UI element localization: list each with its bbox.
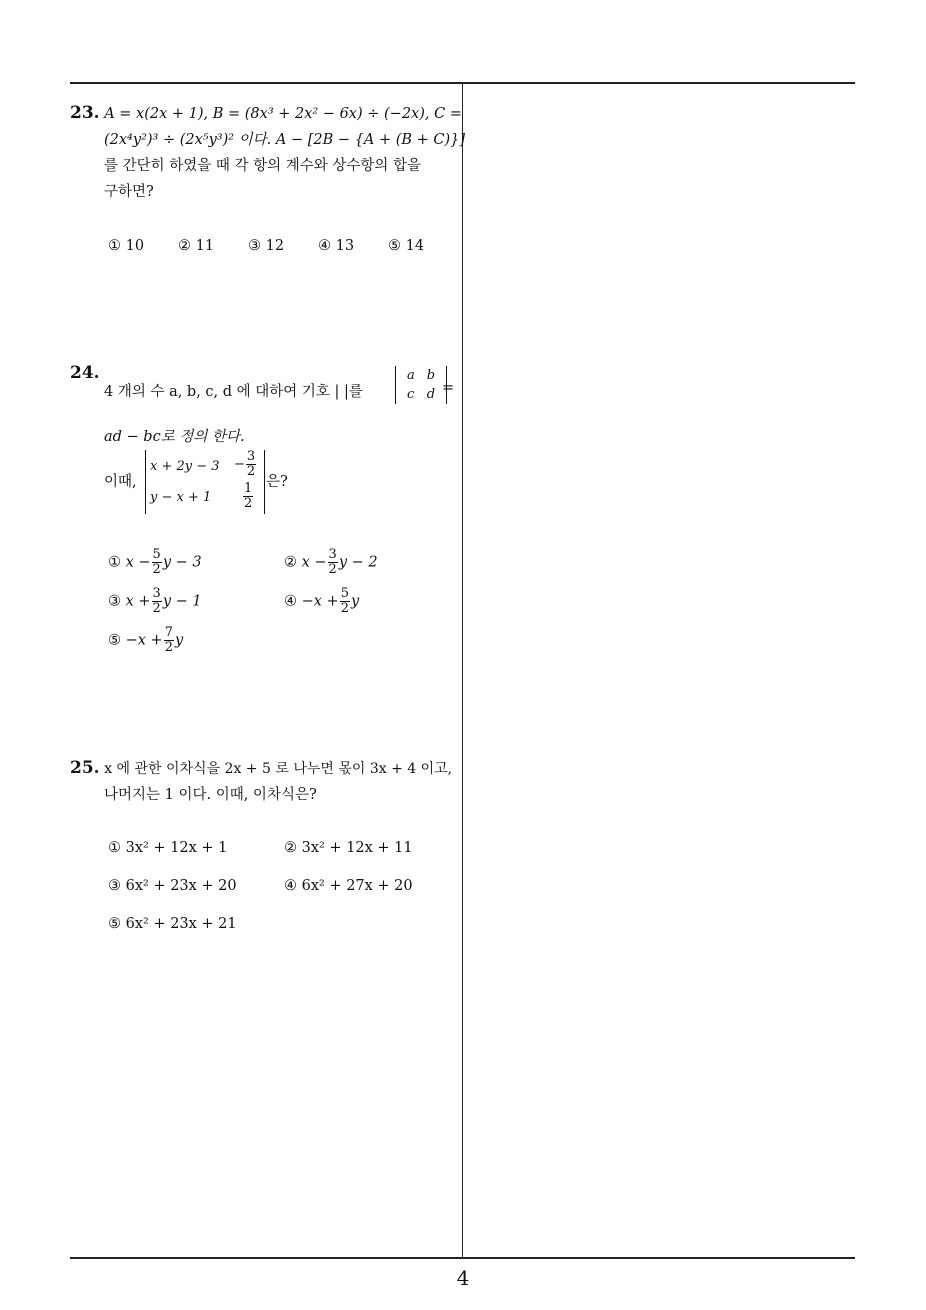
- problem-text-line: A = x(2x + 1), B = (8x³ + 2x² − 6x) ÷ (−2x), C =: [104, 106, 462, 122]
- problem-text-line: (2x⁴y²)³ ÷ (2x⁵y³)² 이다. A − [2B − {A + (B + C)}]: [104, 132, 466, 148]
- det-entry: $\frac{1}{2}$: [244, 481, 253, 511]
- problem-text-line: 를 간단히 하였을 때 각 항의 계수와 상수항의 합을: [104, 158, 422, 174]
- choice-3[interactable]: ③ x + $\frac{3}{2}$ y − 1: [108, 586, 202, 616]
- problem-23: [70, 100, 466, 205]
- choice-2[interactable]: ② 11: [178, 238, 215, 254]
- problem-text-line: 4 개의 수 a, b, c, d 에 대하여 기호 | |를: [104, 384, 363, 400]
- bottom-rule: [70, 1257, 855, 1259]
- det-entry: y − x + 1: [150, 490, 212, 505]
- problem-number: 23.: [70, 103, 100, 123]
- choice-1[interactable]: ① 10: [108, 238, 145, 254]
- problem-25: [70, 755, 457, 808]
- choice-4[interactable]: ④ 13: [318, 238, 355, 254]
- matrix-entry: b: [426, 368, 436, 383]
- choice-1[interactable]: ① x − $\frac{5}{2}$ y − 3: [108, 547, 202, 577]
- problem-text-line: 나머지는 1 이다. 이때, 이차식은?: [104, 787, 317, 803]
- matrix-entry: d: [426, 387, 436, 402]
- determinant-expression: [145, 450, 265, 514]
- equals-sign: =: [442, 380, 455, 396]
- choice-1[interactable]: ① 3x² + 12x + 1: [108, 840, 228, 856]
- problem-number: 25.: [70, 758, 100, 778]
- choice-5[interactable]: ⑤ 14: [388, 238, 425, 254]
- choice-4[interactable]: ④ −x + $\frac{5}{2}$ y: [284, 586, 360, 616]
- matrix-entry: c: [407, 387, 415, 402]
- problem-24-def-line: [104, 424, 444, 450]
- problem-text-line: x 에 관한 이차식을 2x + 5 로 나누면 몫이 3x + 4 이고,: [104, 761, 453, 777]
- choice-2[interactable]: ② x − $\frac{3}{2}$ y − 2: [284, 547, 378, 577]
- matrix-entry: a: [407, 368, 415, 383]
- problem-number: 24.: [70, 363, 100, 383]
- choice-2[interactable]: ② 3x² + 12x + 11: [284, 840, 413, 856]
- det-entry: x + 2y − 3: [150, 459, 220, 474]
- column-divider: [462, 82, 463, 1258]
- page-number: 4: [456, 1266, 470, 1290]
- det-entry: − $\frac{3}{2}$: [234, 449, 256, 479]
- choice-4[interactable]: ④ 6x² + 27x + 20: [284, 878, 413, 894]
- problem-text-line: 은?: [266, 474, 288, 490]
- choice-3[interactable]: ③ 6x² + 23x + 20: [108, 878, 237, 894]
- choice-3[interactable]: ③ 12: [248, 238, 285, 254]
- choice-5[interactable]: ⑤ −x + $\frac{7}{2}$ y: [108, 625, 184, 655]
- determinant-symbol: [395, 366, 447, 404]
- choice-5[interactable]: ⑤ 6x² + 23x + 21: [108, 916, 237, 932]
- problem-text-line: 이때,: [104, 474, 137, 490]
- problem-text-line: 구하면?: [104, 184, 154, 200]
- problem-text-line: ad − bc로 정의 한다.: [104, 429, 245, 445]
